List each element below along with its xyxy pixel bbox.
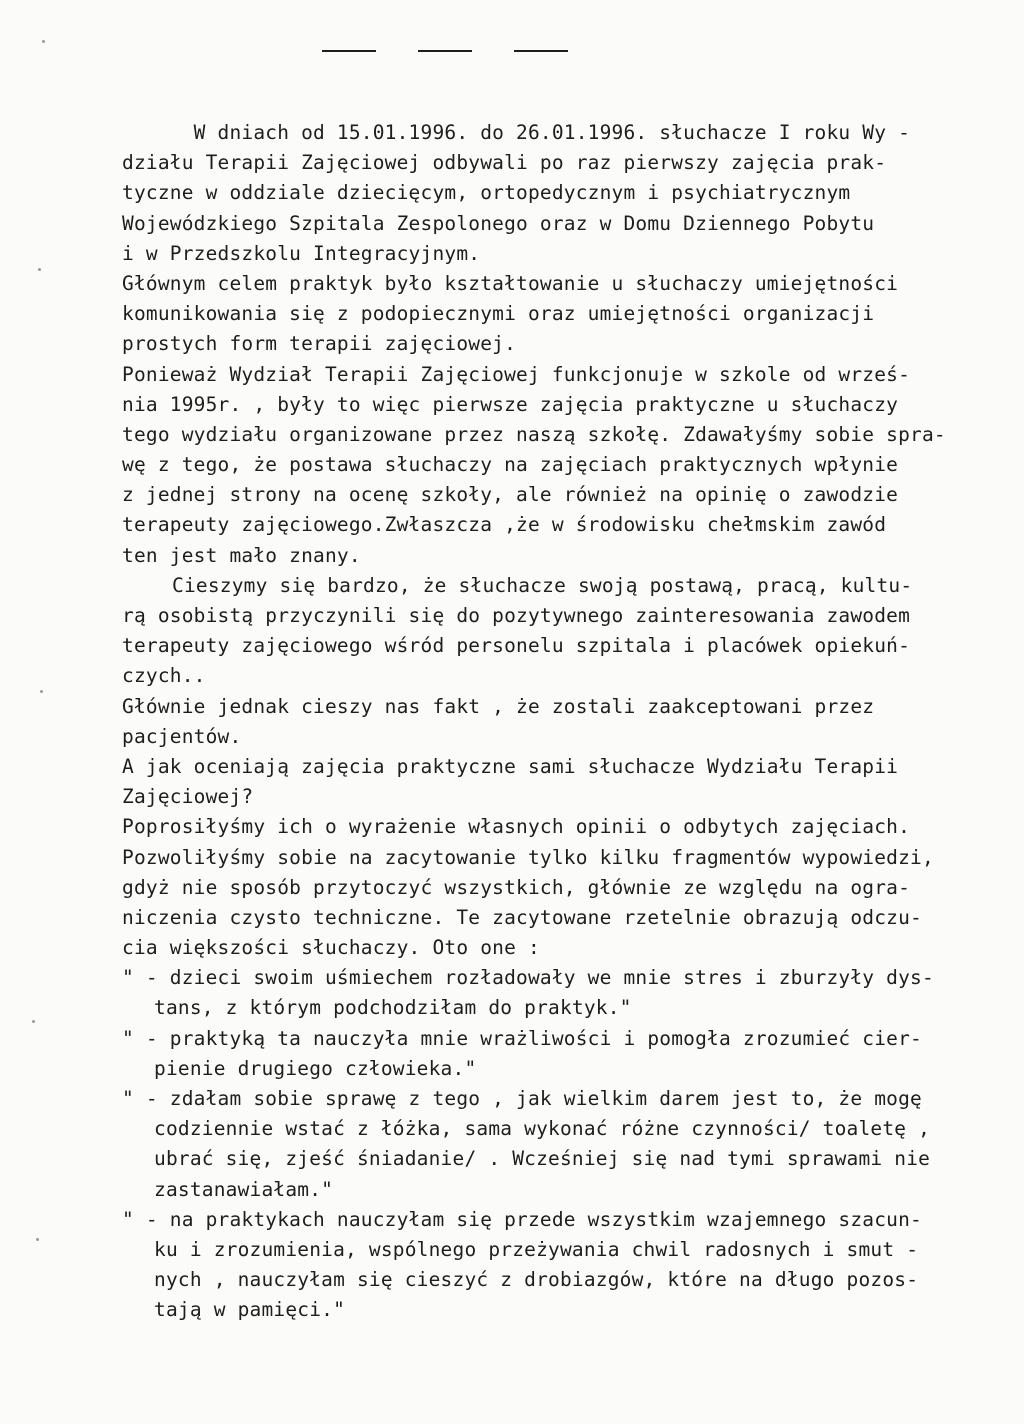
text-line: i w Przedszkolu Integracyjnym.	[122, 241, 481, 265]
separator-dash	[322, 50, 376, 52]
text-line: " - zdałam sobie sprawę z tego , jak wielkim darem jest to, że mogę	[122, 1087, 922, 1110]
text-line: nia 1995r. , były to więc pierwsze zajęcia praktyczne u słuchaczy	[122, 392, 899, 416]
separator-dash	[418, 50, 472, 52]
scan-speck	[40, 690, 43, 693]
text-line: Głównym celem praktyk było kształtowanie u słuchaczy umiejętności	[122, 271, 899, 295]
text-line: ten jest mało znany.	[122, 543, 361, 567]
scan-speck	[32, 1020, 35, 1023]
text-line: Wojewódzkiego Szpitala Zespolonego oraz w Domu Dziennego Pobytu	[122, 211, 875, 235]
scan-speck	[42, 40, 45, 43]
text-line: pienie drugiego człowieka."	[154, 1056, 477, 1080]
text-line: terapeuty zajęciowego.Zwłaszcza ,że w środowisku chełmskim zawód	[122, 513, 887, 537]
text-line: ubrać się, zjeść śniadanie/ . Wcześniej się nad tymi sprawami nie	[154, 1147, 931, 1171]
header-separator	[322, 50, 566, 53]
text-line: W dniach od 15.01.1996. do 26.01.1996. słuchacze I roku Wy -	[122, 121, 911, 144]
text-line: Cieszymy się bardzo, że słuchacze swoją postawą, pracą, kultu-	[172, 573, 913, 597]
text-line: Zajęciowej?	[122, 785, 254, 809]
text-line: Poprosiłyśmy ich o wyrażenie własnych opinii o odbytych zajęciach.	[122, 815, 911, 839]
text-line: A jak oceniają zajęcia praktyczne sami słuchacze Wydziału Terapii	[122, 754, 899, 778]
text-line: niczenia czysto techniczne. Te zacytowane rzetelnie obrazują odczu-	[122, 905, 922, 929]
typewritten-body	[122, 118, 962, 1326]
text-line: pacjentów.	[122, 724, 242, 748]
text-line: tają w pamięci."	[154, 1298, 346, 1322]
text-line: " - praktyką ta nauczyła mnie wrażliwości i pomogła zrozumieć cier-	[122, 1026, 922, 1050]
text-line: czych..	[122, 664, 206, 688]
text-line: komunikowania się z podopiecznymi oraz umiejętności organizacji	[122, 302, 875, 326]
text-line: ku i zrozumienia, wspólnego przeżywania chwil radosnych i smut -	[154, 1237, 919, 1261]
text-line: zastanawiałam."	[154, 1177, 334, 1201]
text-line: Głównie jednak cieszy nas fakt , że zostali zaakceptowani przez	[122, 694, 875, 718]
text-line: wę z tego, że postawa słuchaczy na zajęciach praktycznych wpłynie	[122, 453, 899, 477]
text-line: tans, z którym podchodziłam do praktyk."	[154, 996, 632, 1020]
text-line: tego wydziału organizowane przez naszą szkołę. Zdawałyśmy sobie spra-	[122, 422, 946, 446]
text-line: codziennie wstać z łóżka, sama wykonać różne czynności/ toaletę ,	[154, 1117, 931, 1141]
text-line: tyczne w oddziale dziecięcym, ortopedycznym i psychiatrycznym	[122, 181, 851, 205]
text-line: prostych form terapii zajęciowej.	[122, 332, 517, 356]
text-line: Ponieważ Wydział Terapii Zajęciowej funkcjonuje w szkole od wrześ-	[122, 362, 911, 386]
text-line: " - na praktykach nauczyłam się przede wszystkim wzajemnego szacun-	[122, 1207, 922, 1231]
text-line: terapeuty zajęciowego wśród personelu szpitala i placówek opiekuń-	[122, 634, 911, 658]
text-line: gdyż nie sposób przytoczyć wszystkich, głównie ze względu na ogra-	[122, 875, 911, 899]
text-line: Pozwoliłyśmy sobie na zacytowanie tylko kilku fragmentów wypowiedzi,	[122, 845, 934, 869]
text-line: " - dzieci swoim uśmiechem rozładowały we mnie stres i zburzyły dys-	[122, 966, 934, 990]
separator-dash	[514, 50, 568, 52]
text-line: działu Terapii Zajęciowej odbywali po raz pierwszy zajęcia prak-	[122, 151, 887, 175]
scan-speck	[38, 268, 41, 271]
text-line: cia większości słuchaczy. Oto one :	[122, 936, 540, 960]
text-line: rą osobistą przyczynili się do pozytywnego zainteresowania zawodem	[122, 604, 911, 627]
text-line: z jednej strony na ocenę szkoły, ale również na opinię o zawodzie	[122, 483, 899, 507]
scan-speck	[36, 1238, 39, 1241]
text-line: nych , nauczyłam się cieszyć z drobiazgów, które na długo pozos-	[154, 1268, 919, 1292]
